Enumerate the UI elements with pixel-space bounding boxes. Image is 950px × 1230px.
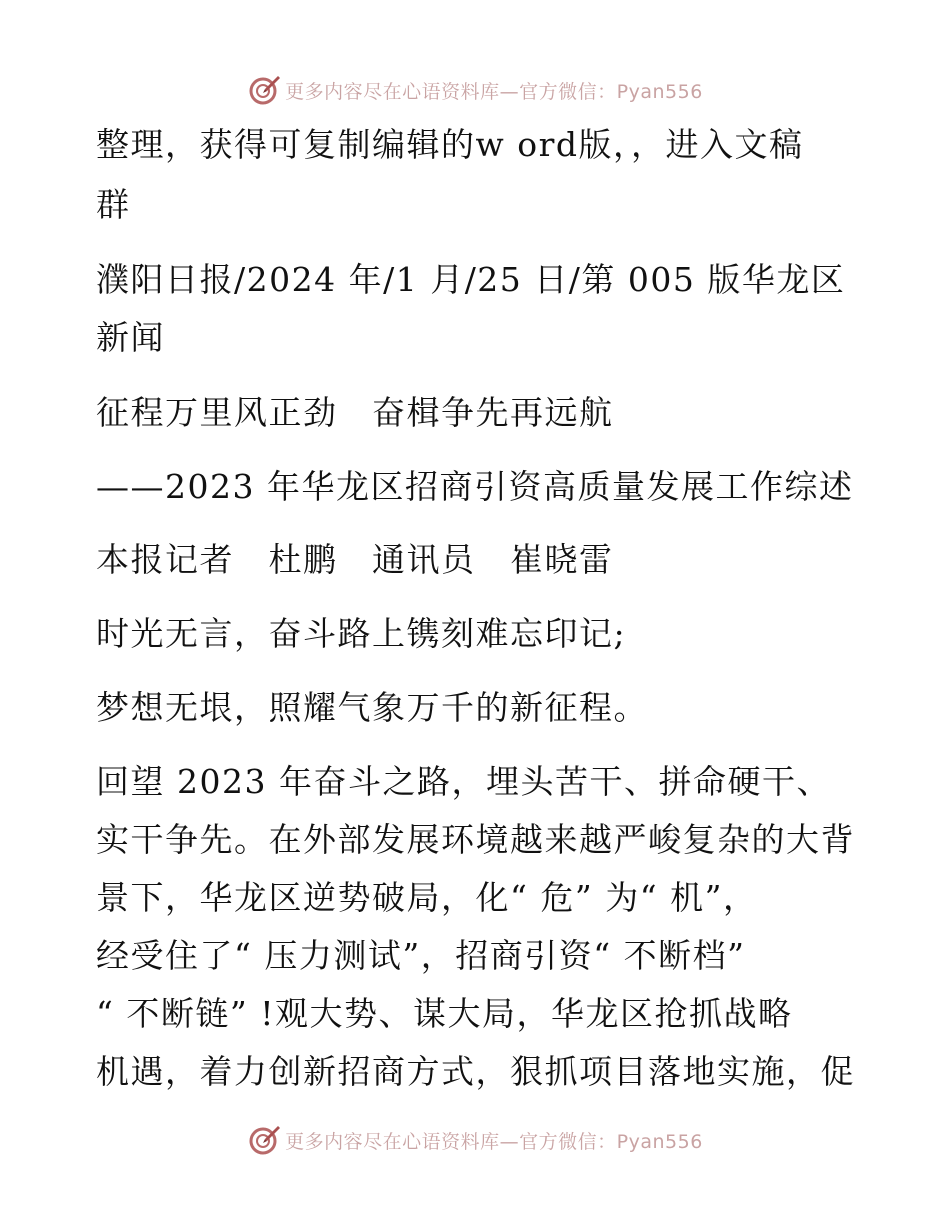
text-line: 新闻 [96,318,165,357]
text-line: “ 不断链” !观大势、谋大局，华龙区抢抓战略 [96,994,793,1033]
watermark-text [285,1127,703,1154]
footer-watermark [0,1120,950,1160]
article-subtitle: ——2023 年华龙区招商引资高质量发展工作综述 [96,467,854,506]
watermark-text [285,77,703,104]
text-line: 景下，华龙区逆势破局，化“ 危” 为“ 机”， [96,878,758,917]
text-line: 机遇，着力创新招商方式，狠抓项目落地实施，促 [96,1052,855,1091]
watermark-label: 更多内容尽在心语资料库—官方微信： [285,80,617,103]
watermark-label: 更多内容尽在心语资料库—官方微信： [285,1130,617,1153]
text-line: 时光无言，奋斗路上镌刻难忘印记; [96,614,627,653]
text-line: 整理，获得可复制编辑的w ord版，，进入文稿 [96,125,804,164]
byline: 本报记者 杜鹏 通讯员 崔晓雷 [96,540,614,579]
text-line: 梦想无垠，照耀气象万千的新征程。 [96,688,648,727]
text-line: 回望 2023 年奋斗之路，埋头苦干、拼命硬干、 [96,762,831,801]
pen-in-circle-icon [247,73,281,107]
watermark-handle: Pyan556 [616,80,703,103]
watermark-handle: Pyan556 [616,1130,703,1153]
text-line: 经受住了“ 压力测试”，招商引资“ 不断档” [96,936,746,975]
text-line: 群 [96,185,131,224]
text-line: 实干争先。在外部发展环境越来越严峻复杂的大背 [96,820,855,859]
article-title: 征程万里风正劲 奋楫争先再远航 [96,393,614,432]
text-line: 濮阳日报/2024 年/1 月/25 日/第 005 版华龙区 [96,260,846,299]
header-watermark [0,70,950,110]
pen-in-circle-icon [247,1123,281,1157]
